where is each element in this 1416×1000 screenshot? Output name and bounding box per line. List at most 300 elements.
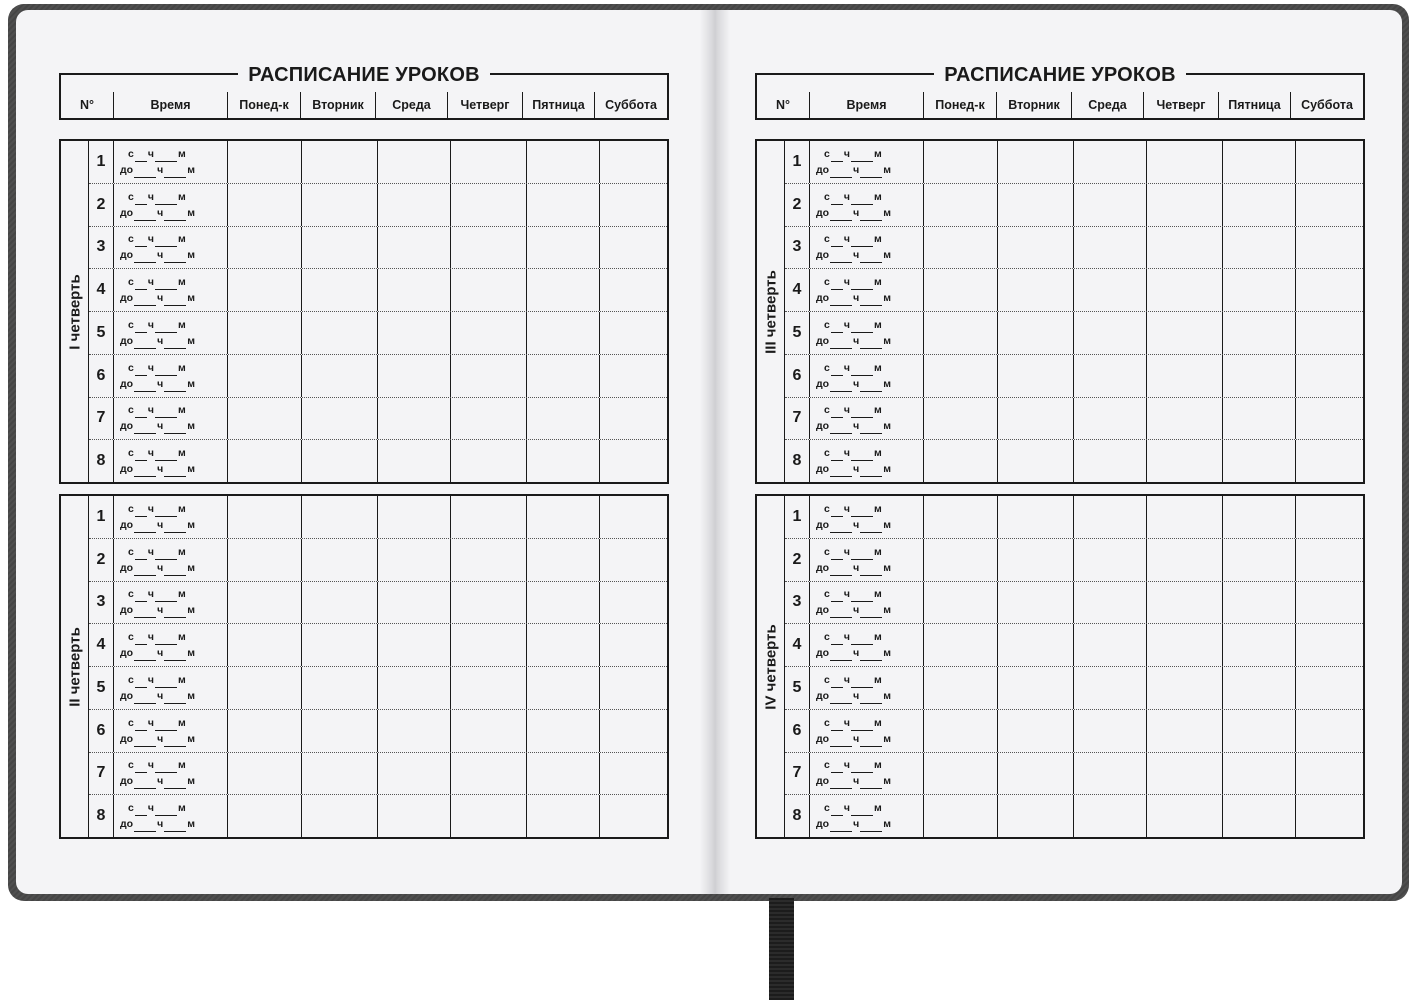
lesson-cell[interactable]	[998, 539, 1074, 581]
lesson-cell[interactable]	[1147, 227, 1223, 269]
time-blank-hours[interactable]	[135, 591, 147, 602]
lesson-time-field[interactable]	[114, 496, 228, 538]
time-blank-hours[interactable]	[134, 650, 156, 661]
lesson-cell[interactable]	[1296, 312, 1363, 354]
time-blank-hours[interactable]	[135, 762, 147, 773]
time-blank-minutes[interactable]	[860, 466, 882, 477]
lesson-cell[interactable]	[998, 398, 1074, 440]
time-blank-minutes[interactable]	[155, 720, 177, 731]
time-blank-minutes[interactable]	[155, 407, 177, 418]
lesson-cell[interactable]	[228, 184, 302, 226]
lesson-time-field[interactable]	[810, 269, 924, 311]
lesson-cell[interactable]	[378, 624, 451, 666]
time-blank-hours[interactable]	[134, 607, 156, 618]
lesson-cell[interactable]	[1296, 398, 1363, 440]
lesson-cell[interactable]	[228, 710, 302, 752]
lesson-time-field[interactable]	[114, 227, 228, 269]
lesson-cell[interactable]	[451, 795, 527, 837]
lesson-cell[interactable]	[1223, 753, 1296, 795]
lesson-cell[interactable]	[998, 184, 1074, 226]
time-blank-minutes[interactable]	[164, 565, 186, 576]
lesson-cell[interactable]	[1147, 496, 1223, 538]
lesson-cell[interactable]	[527, 398, 600, 440]
time-blank-minutes[interactable]	[860, 522, 882, 533]
lesson-cell[interactable]	[600, 624, 667, 666]
lesson-cell[interactable]	[1296, 269, 1363, 311]
time-blank-minutes[interactable]	[860, 167, 882, 178]
lesson-cell[interactable]	[302, 539, 378, 581]
lesson-time-field[interactable]	[114, 753, 228, 795]
lesson-time-field[interactable]	[810, 795, 924, 837]
time-blank-minutes[interactable]	[155, 805, 177, 816]
lesson-time-field[interactable]	[114, 667, 228, 709]
lesson-cell[interactable]	[1074, 539, 1147, 581]
lesson-cell[interactable]	[1296, 440, 1363, 482]
lesson-cell[interactable]	[527, 355, 600, 397]
time-blank-minutes[interactable]	[155, 549, 177, 560]
lesson-cell[interactable]	[378, 667, 451, 709]
lesson-cell[interactable]	[924, 141, 998, 183]
lesson-cell[interactable]	[924, 184, 998, 226]
lesson-cell[interactable]	[1296, 355, 1363, 397]
time-blank-hours[interactable]	[135, 279, 147, 290]
lesson-cell[interactable]	[1296, 667, 1363, 709]
lesson-cell[interactable]	[302, 398, 378, 440]
lesson-time-field[interactable]	[114, 184, 228, 226]
lesson-cell[interactable]	[1223, 795, 1296, 837]
lesson-time-field[interactable]	[114, 269, 228, 311]
time-blank-hours[interactable]	[830, 210, 852, 221]
lesson-cell[interactable]	[451, 624, 527, 666]
lesson-cell[interactable]	[1296, 184, 1363, 226]
lesson-cell[interactable]	[998, 710, 1074, 752]
time-blank-minutes[interactable]	[155, 151, 177, 162]
lesson-time-field[interactable]	[810, 312, 924, 354]
lesson-cell[interactable]	[228, 312, 302, 354]
lesson-cell[interactable]	[924, 624, 998, 666]
lesson-cell[interactable]	[998, 227, 1074, 269]
time-blank-hours[interactable]	[830, 252, 852, 263]
lesson-cell[interactable]	[1147, 269, 1223, 311]
lesson-time-field[interactable]	[114, 355, 228, 397]
lesson-cell[interactable]	[600, 753, 667, 795]
lesson-cell[interactable]	[228, 753, 302, 795]
lesson-cell[interactable]	[1296, 539, 1363, 581]
lesson-cell[interactable]	[924, 355, 998, 397]
time-blank-hours[interactable]	[830, 522, 852, 533]
lesson-cell[interactable]	[1074, 141, 1147, 183]
lesson-cell[interactable]	[228, 624, 302, 666]
time-blank-hours[interactable]	[135, 236, 147, 247]
lesson-cell[interactable]	[1223, 667, 1296, 709]
time-blank-hours[interactable]	[831, 805, 843, 816]
lesson-cell[interactable]	[1296, 753, 1363, 795]
time-blank-hours[interactable]	[830, 650, 852, 661]
lesson-cell[interactable]	[924, 710, 998, 752]
lesson-cell[interactable]	[1074, 753, 1147, 795]
lesson-cell[interactable]	[600, 496, 667, 538]
time-blank-hours[interactable]	[134, 295, 156, 306]
lesson-time-field[interactable]	[810, 184, 924, 226]
lesson-cell[interactable]	[527, 440, 600, 482]
time-blank-hours[interactable]	[135, 549, 147, 560]
lesson-cell[interactable]	[302, 184, 378, 226]
lesson-cell[interactable]	[378, 440, 451, 482]
time-blank-minutes[interactable]	[164, 295, 186, 306]
lesson-cell[interactable]	[228, 496, 302, 538]
time-blank-hours[interactable]	[830, 778, 852, 789]
lesson-cell[interactable]	[600, 227, 667, 269]
time-blank-minutes[interactable]	[164, 210, 186, 221]
time-blank-minutes[interactable]	[851, 506, 873, 517]
lesson-cell[interactable]	[527, 184, 600, 226]
time-blank-hours[interactable]	[134, 423, 156, 434]
time-blank-minutes[interactable]	[851, 591, 873, 602]
time-blank-hours[interactable]	[830, 381, 852, 392]
lesson-cell[interactable]	[1223, 269, 1296, 311]
time-blank-hours[interactable]	[830, 295, 852, 306]
time-blank-hours[interactable]	[831, 194, 843, 205]
time-blank-minutes[interactable]	[860, 295, 882, 306]
lesson-cell[interactable]	[228, 795, 302, 837]
lesson-cell[interactable]	[378, 227, 451, 269]
lesson-cell[interactable]	[924, 795, 998, 837]
lesson-cell[interactable]	[1296, 496, 1363, 538]
lesson-time-field[interactable]	[810, 582, 924, 624]
lesson-cell[interactable]	[527, 582, 600, 624]
time-blank-minutes[interactable]	[164, 778, 186, 789]
lesson-cell[interactable]	[600, 141, 667, 183]
time-blank-hours[interactable]	[135, 322, 147, 333]
time-blank-minutes[interactable]	[860, 338, 882, 349]
lesson-cell[interactable]	[924, 753, 998, 795]
lesson-cell[interactable]	[451, 496, 527, 538]
lesson-time-field[interactable]	[114, 710, 228, 752]
time-blank-minutes[interactable]	[860, 650, 882, 661]
lesson-time-field[interactable]	[810, 667, 924, 709]
lesson-cell[interactable]	[451, 312, 527, 354]
lesson-cell[interactable]	[451, 440, 527, 482]
lesson-cell[interactable]	[228, 582, 302, 624]
lesson-cell[interactable]	[378, 753, 451, 795]
lesson-cell[interactable]	[1074, 184, 1147, 226]
time-blank-minutes[interactable]	[164, 522, 186, 533]
time-blank-hours[interactable]	[831, 236, 843, 247]
lesson-cell[interactable]	[302, 753, 378, 795]
time-blank-minutes[interactable]	[851, 194, 873, 205]
lesson-cell[interactable]	[998, 624, 1074, 666]
time-blank-minutes[interactable]	[860, 565, 882, 576]
time-blank-minutes[interactable]	[155, 365, 177, 376]
lesson-cell[interactable]	[451, 184, 527, 226]
lesson-cell[interactable]	[998, 269, 1074, 311]
lesson-cell[interactable]	[451, 355, 527, 397]
time-blank-minutes[interactable]	[155, 322, 177, 333]
lesson-cell[interactable]	[228, 398, 302, 440]
lesson-cell[interactable]	[924, 269, 998, 311]
lesson-cell[interactable]	[1296, 141, 1363, 183]
lesson-time-field[interactable]	[114, 539, 228, 581]
lesson-cell[interactable]	[1147, 753, 1223, 795]
lesson-cell[interactable]	[600, 355, 667, 397]
lesson-cell[interactable]	[1074, 312, 1147, 354]
lesson-cell[interactable]	[228, 269, 302, 311]
lesson-cell[interactable]	[451, 582, 527, 624]
lesson-cell[interactable]	[451, 269, 527, 311]
time-blank-minutes[interactable]	[155, 634, 177, 645]
lesson-cell[interactable]	[1223, 496, 1296, 538]
lesson-time-field[interactable]	[114, 440, 228, 482]
time-blank-minutes[interactable]	[155, 194, 177, 205]
lesson-cell[interactable]	[378, 269, 451, 311]
lesson-cell[interactable]	[302, 440, 378, 482]
lesson-cell[interactable]	[527, 227, 600, 269]
lesson-time-field[interactable]	[114, 795, 228, 837]
time-blank-hours[interactable]	[135, 634, 147, 645]
lesson-cell[interactable]	[600, 440, 667, 482]
time-blank-hours[interactable]	[134, 736, 156, 747]
lesson-cell[interactable]	[998, 582, 1074, 624]
lesson-cell[interactable]	[1296, 795, 1363, 837]
time-blank-hours[interactable]	[135, 677, 147, 688]
time-blank-hours[interactable]	[830, 466, 852, 477]
time-blank-hours[interactable]	[831, 762, 843, 773]
time-blank-hours[interactable]	[831, 322, 843, 333]
time-blank-hours[interactable]	[134, 167, 156, 178]
lesson-time-field[interactable]	[810, 440, 924, 482]
time-blank-hours[interactable]	[134, 252, 156, 263]
time-blank-minutes[interactable]	[851, 450, 873, 461]
lesson-cell[interactable]	[1074, 269, 1147, 311]
lesson-cell[interactable]	[451, 539, 527, 581]
time-blank-minutes[interactable]	[155, 506, 177, 517]
lesson-cell[interactable]	[1223, 539, 1296, 581]
lesson-cell[interactable]	[378, 184, 451, 226]
time-blank-hours[interactable]	[134, 778, 156, 789]
time-blank-minutes[interactable]	[164, 466, 186, 477]
lesson-cell[interactable]	[1074, 667, 1147, 709]
lesson-time-field[interactable]	[810, 398, 924, 440]
lesson-cell[interactable]	[451, 753, 527, 795]
lesson-cell[interactable]	[1074, 710, 1147, 752]
lesson-cell[interactable]	[378, 795, 451, 837]
lesson-cell[interactable]	[1223, 710, 1296, 752]
time-blank-hours[interactable]	[134, 338, 156, 349]
time-blank-hours[interactable]	[830, 736, 852, 747]
time-blank-minutes[interactable]	[164, 381, 186, 392]
time-blank-hours[interactable]	[134, 381, 156, 392]
time-blank-hours[interactable]	[831, 634, 843, 645]
time-blank-hours[interactable]	[135, 506, 147, 517]
lesson-cell[interactable]	[1074, 795, 1147, 837]
lesson-time-field[interactable]	[810, 539, 924, 581]
time-blank-minutes[interactable]	[155, 450, 177, 461]
time-blank-hours[interactable]	[830, 821, 852, 832]
lesson-time-field[interactable]	[810, 624, 924, 666]
lesson-cell[interactable]	[228, 141, 302, 183]
time-blank-hours[interactable]	[831, 151, 843, 162]
time-blank-hours[interactable]	[134, 466, 156, 477]
time-blank-minutes[interactable]	[164, 650, 186, 661]
time-blank-hours[interactable]	[134, 522, 156, 533]
lesson-cell[interactable]	[1147, 539, 1223, 581]
time-blank-minutes[interactable]	[860, 423, 882, 434]
lesson-cell[interactable]	[527, 710, 600, 752]
lesson-cell[interactable]	[378, 582, 451, 624]
lesson-cell[interactable]	[378, 539, 451, 581]
lesson-cell[interactable]	[527, 795, 600, 837]
time-blank-minutes[interactable]	[851, 677, 873, 688]
lesson-cell[interactable]	[1223, 184, 1296, 226]
time-blank-hours[interactable]	[135, 194, 147, 205]
lesson-cell[interactable]	[998, 753, 1074, 795]
lesson-cell[interactable]	[527, 269, 600, 311]
time-blank-hours[interactable]	[831, 720, 843, 731]
lesson-cell[interactable]	[1147, 624, 1223, 666]
lesson-cell[interactable]	[527, 496, 600, 538]
lesson-cell[interactable]	[1074, 440, 1147, 482]
lesson-time-field[interactable]	[114, 624, 228, 666]
time-blank-minutes[interactable]	[860, 693, 882, 704]
time-blank-minutes[interactable]	[851, 279, 873, 290]
time-blank-minutes[interactable]	[860, 252, 882, 263]
lesson-cell[interactable]	[527, 141, 600, 183]
time-blank-minutes[interactable]	[860, 607, 882, 618]
time-blank-hours[interactable]	[830, 693, 852, 704]
lesson-cell[interactable]	[451, 398, 527, 440]
lesson-cell[interactable]	[378, 141, 451, 183]
lesson-cell[interactable]	[228, 227, 302, 269]
time-blank-minutes[interactable]	[851, 549, 873, 560]
time-blank-hours[interactable]	[134, 565, 156, 576]
lesson-cell[interactable]	[527, 753, 600, 795]
lesson-cell[interactable]	[1147, 355, 1223, 397]
time-blank-minutes[interactable]	[860, 821, 882, 832]
lesson-cell[interactable]	[1296, 227, 1363, 269]
time-blank-minutes[interactable]	[860, 736, 882, 747]
lesson-cell[interactable]	[1074, 496, 1147, 538]
lesson-cell[interactable]	[924, 667, 998, 709]
time-blank-hours[interactable]	[135, 151, 147, 162]
lesson-cell[interactable]	[451, 710, 527, 752]
lesson-cell[interactable]	[1074, 398, 1147, 440]
lesson-cell[interactable]	[998, 795, 1074, 837]
lesson-cell[interactable]	[302, 355, 378, 397]
time-blank-minutes[interactable]	[164, 252, 186, 263]
lesson-cell[interactable]	[600, 539, 667, 581]
lesson-cell[interactable]	[600, 710, 667, 752]
lesson-cell[interactable]	[1223, 141, 1296, 183]
time-blank-hours[interactable]	[831, 506, 843, 517]
lesson-cell[interactable]	[1296, 624, 1363, 666]
time-blank-hours[interactable]	[135, 805, 147, 816]
lesson-cell[interactable]	[1074, 227, 1147, 269]
time-blank-minutes[interactable]	[851, 805, 873, 816]
lesson-cell[interactable]	[527, 667, 600, 709]
lesson-cell[interactable]	[998, 496, 1074, 538]
time-blank-minutes[interactable]	[860, 210, 882, 221]
lesson-cell[interactable]	[998, 141, 1074, 183]
lesson-cell[interactable]	[1147, 667, 1223, 709]
lesson-cell[interactable]	[1074, 355, 1147, 397]
lesson-cell[interactable]	[302, 795, 378, 837]
time-blank-minutes[interactable]	[851, 720, 873, 731]
lesson-time-field[interactable]	[114, 312, 228, 354]
lesson-cell[interactable]	[1223, 440, 1296, 482]
lesson-cell[interactable]	[378, 710, 451, 752]
lesson-cell[interactable]	[451, 667, 527, 709]
time-blank-hours[interactable]	[831, 365, 843, 376]
lesson-cell[interactable]	[378, 496, 451, 538]
lesson-cell[interactable]	[998, 312, 1074, 354]
time-blank-hours[interactable]	[830, 423, 852, 434]
lesson-cell[interactable]	[1223, 227, 1296, 269]
lesson-cell[interactable]	[378, 398, 451, 440]
lesson-cell[interactable]	[1296, 710, 1363, 752]
time-blank-minutes[interactable]	[851, 407, 873, 418]
lesson-cell[interactable]	[1223, 624, 1296, 666]
time-blank-hours[interactable]	[830, 607, 852, 618]
time-blank-minutes[interactable]	[851, 151, 873, 162]
time-blank-minutes[interactable]	[164, 338, 186, 349]
time-blank-hours[interactable]	[831, 279, 843, 290]
lesson-cell[interactable]	[302, 312, 378, 354]
lesson-cell[interactable]	[1147, 440, 1223, 482]
lesson-cell[interactable]	[1223, 398, 1296, 440]
lesson-cell[interactable]	[302, 624, 378, 666]
time-blank-hours[interactable]	[830, 338, 852, 349]
lesson-cell[interactable]	[527, 539, 600, 581]
time-blank-minutes[interactable]	[851, 634, 873, 645]
lesson-cell[interactable]	[1147, 795, 1223, 837]
lesson-cell[interactable]	[600, 398, 667, 440]
time-blank-minutes[interactable]	[851, 762, 873, 773]
lesson-cell[interactable]	[1147, 141, 1223, 183]
lesson-cell[interactable]	[600, 312, 667, 354]
time-blank-minutes[interactable]	[155, 279, 177, 290]
time-blank-hours[interactable]	[135, 407, 147, 418]
time-blank-hours[interactable]	[831, 549, 843, 560]
lesson-cell[interactable]	[998, 440, 1074, 482]
lesson-cell[interactable]	[924, 539, 998, 581]
lesson-cell[interactable]	[1147, 710, 1223, 752]
time-blank-minutes[interactable]	[155, 762, 177, 773]
lesson-time-field[interactable]	[810, 227, 924, 269]
time-blank-minutes[interactable]	[851, 322, 873, 333]
lesson-cell[interactable]	[600, 667, 667, 709]
time-blank-minutes[interactable]	[851, 236, 873, 247]
lesson-cell[interactable]	[1147, 398, 1223, 440]
lesson-cell[interactable]	[924, 496, 998, 538]
lesson-cell[interactable]	[998, 667, 1074, 709]
time-blank-hours[interactable]	[135, 365, 147, 376]
lesson-cell[interactable]	[600, 795, 667, 837]
lesson-cell[interactable]	[1074, 624, 1147, 666]
lesson-time-field[interactable]	[810, 710, 924, 752]
lesson-cell[interactable]	[302, 496, 378, 538]
lesson-time-field[interactable]	[810, 496, 924, 538]
lesson-cell[interactable]	[302, 141, 378, 183]
lesson-cell[interactable]	[228, 440, 302, 482]
time-blank-minutes[interactable]	[155, 236, 177, 247]
time-blank-hours[interactable]	[830, 167, 852, 178]
lesson-cell[interactable]	[1147, 582, 1223, 624]
lesson-cell[interactable]	[302, 269, 378, 311]
time-blank-minutes[interactable]	[164, 693, 186, 704]
lesson-cell[interactable]	[924, 227, 998, 269]
time-blank-hours[interactable]	[134, 821, 156, 832]
lesson-cell[interactable]	[1223, 355, 1296, 397]
